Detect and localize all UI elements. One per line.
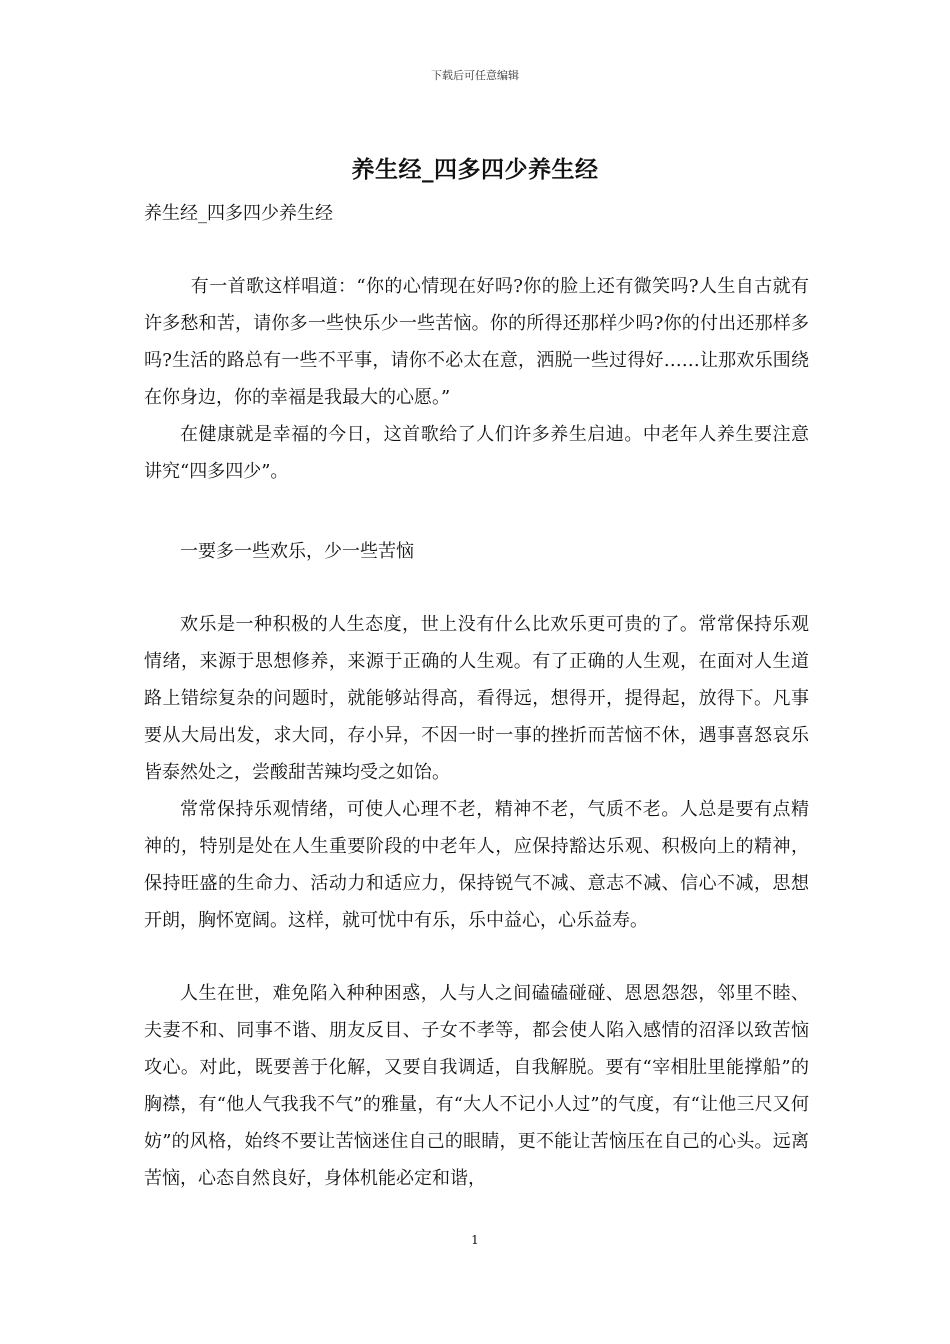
document-subtitle: 养生经_四多四少养生经 — [144, 203, 333, 224]
section-body-block — [144, 606, 809, 939]
paragraph: 欢乐是一种积极的人生态度，世上没有什么比欢乐更可贵的了。常常保持乐观情绪，来源于思想修养，来源于正确的人生观。有了正确的人生观，在面对人生道路上错综复杂的问题时，就能够站得高，看得远，想得开，提得起，放得下。凡事要从大局出发，求大同，存小异，不因一时一事的挫折而苦恼不休，遇事喜怒哀乐皆泰然处之，尝酸甜苦辣均受之如饴。 — [144, 614, 809, 783]
paragraph: 在健康就是幸福的今日，这首歌给了人们许多养生启迪。中老年人养生要注意讲究“四多四少”。 — [144, 424, 809, 482]
page-header: 下载后可任意编辑 — [431, 69, 519, 82]
page-number: 1 — [471, 1233, 479, 1247]
paragraph: 人生在世，难免陷入种种困惑，人与人之间磕磕碰碰、恩恩怨怨，邻里不睦、夫妻不和、同事不谐、朋友反目、子女不孝等，都会使人陷入感情的沼泽以致苦恼攻心。对此，既要善于化解，又要自我调适，自我解脱。要有“宰相肚里能撑船”的胸襟，有“他人气我我不气”的雅量，有“大人不记小人过”的气度，有“让他三尺又何妨”的风格，始终不要让苦恼迷住自己的眼睛，更不能让苦恼压在自己的心头。远离苦恼，心态自然良好，身体机能必定和谐， — [144, 983, 809, 1189]
intro-block — [144, 268, 809, 490]
section-heading-block — [144, 533, 809, 570]
document-title: 养生经_四多四少养生经 — [351, 156, 599, 183]
section-body-block-2 — [144, 975, 809, 1197]
section-heading: 一要多一些欢乐，少一些苦恼 — [180, 541, 414, 562]
paragraph: 有一首歌这样唱道：“你的心情现在好吗?你的脸上还有微笑吗?人生自古就有许多愁和苦，请你多一些快乐少一些苦恼。你的所得还那样少吗?你的付出还那样多吗?生活的路总有一些不平事，请你不必太在意，洒脱一些过得好……让那欢乐围绕在你身边，你的幸福是我最大的心愿。” — [144, 276, 809, 408]
paragraph: 常常保持乐观情绪，可使人心理不老，精神不老，气质不老。人总是要有点精神的，特别是处在人生重要阶段的中老年人，应保持豁达乐观、积极向上的精神，保持旺盛的生命力、活动力和适应力，保持锐气不减、意志不减、信心不减，思想开朗，胸怀宽阔。这样，就可忧中有乐，乐中益心，心乐益寿。 — [144, 799, 809, 931]
